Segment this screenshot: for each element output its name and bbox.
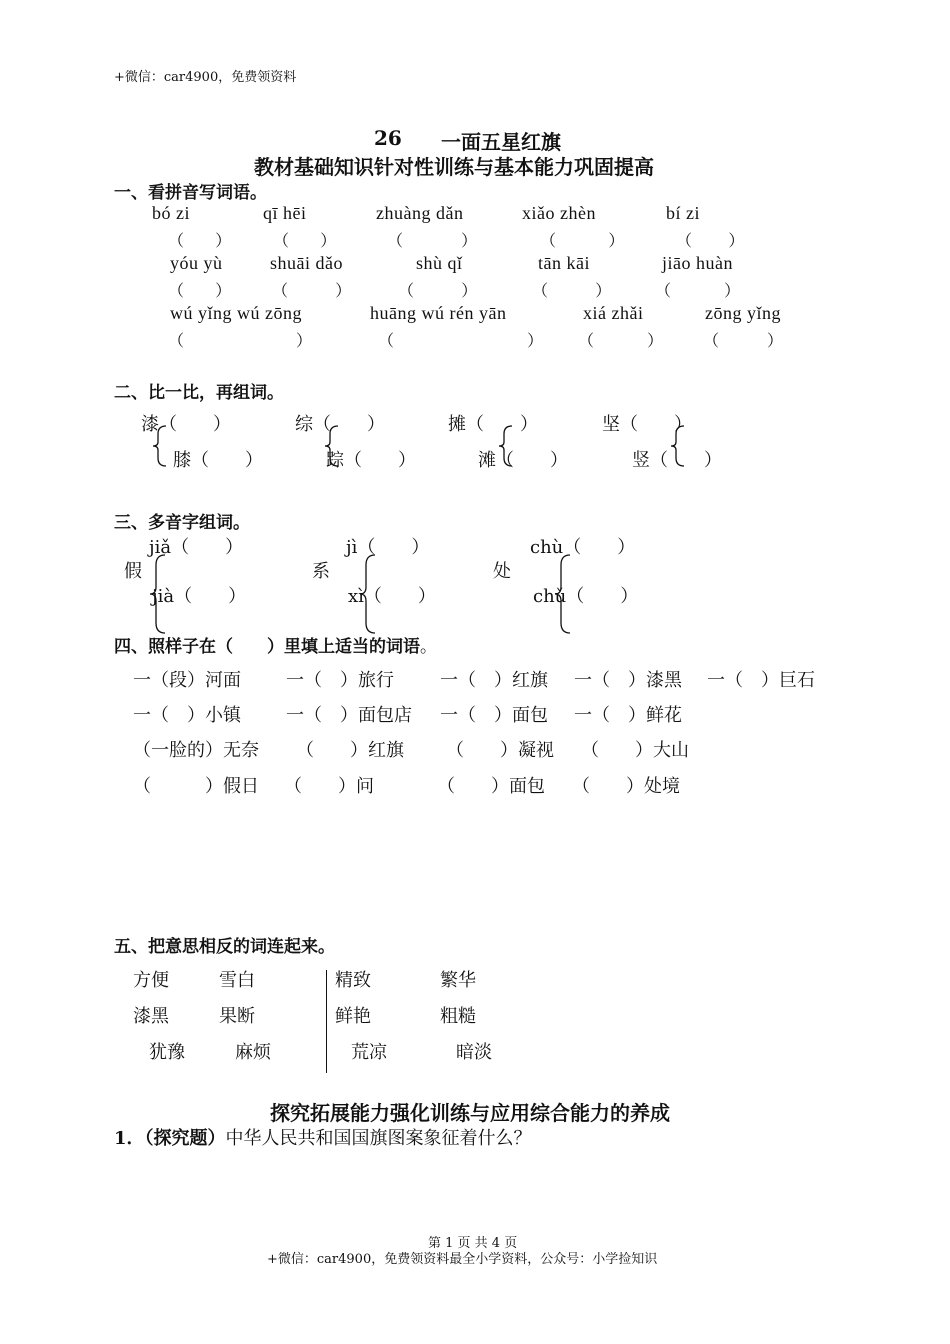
fill-item: （一脸的）无奈	[133, 740, 259, 761]
polyphone-char: 假	[124, 561, 142, 582]
polyphone-reading: chù（ ）	[530, 537, 636, 558]
fill-item: （ ）凝视	[446, 740, 554, 761]
column-divider	[326, 970, 327, 1073]
pinyin: wú yǐng wú zōng	[170, 303, 302, 323]
pinyin: zhuàng dǎn	[376, 203, 464, 223]
polyphone-reading: chǔ（ ）	[533, 586, 639, 607]
fill-item: 一（ ）鲜花	[574, 705, 682, 726]
pinyin: bó zi	[152, 203, 190, 223]
match-word[interactable]: 暗淡	[456, 1042, 492, 1063]
fill-item: 一（ ）红旗	[440, 670, 548, 691]
match-word[interactable]: 果断	[219, 1006, 255, 1027]
question-1: 1．（探究题）中华人民共和国国旗图案象征着什么？	[114, 1128, 532, 1149]
pinyin: xiá zhǎi	[583, 303, 644, 323]
answer-blank[interactable]: （ ）	[655, 281, 741, 300]
section2-heading: 二、比一比，再组词。	[114, 383, 284, 403]
fill-item: 一（ ）小镇	[133, 705, 241, 726]
match-word[interactable]: 犹豫	[149, 1042, 185, 1063]
answer-blank[interactable]: （ ）	[378, 331, 544, 350]
pinyin: qī hēi	[263, 203, 307, 223]
pinyin: bí zi	[666, 203, 700, 223]
section3-heading: 三、多音字组词。	[114, 513, 250, 533]
compare-char: 膝（ ）	[173, 450, 263, 471]
answer-blank[interactable]: （ ）	[387, 231, 478, 250]
match-word[interactable]: 精致	[335, 970, 371, 991]
answer-blank[interactable]: （ ）	[273, 231, 337, 250]
match-word[interactable]: 漆黑	[133, 1006, 169, 1027]
pinyin: jiāo huàn	[662, 253, 733, 273]
pinyin: xiǎo zhèn	[522, 203, 596, 223]
polyphone-reading: jià（ ）	[152, 586, 247, 607]
lesson-title: 一面五星红旗	[441, 130, 561, 154]
polyphone-char: 系	[312, 561, 330, 582]
compare-char: 踪（ ）	[326, 450, 416, 471]
match-word[interactable]: 雪白	[219, 970, 255, 991]
answer-blank[interactable]: （ ）	[532, 281, 612, 300]
pinyin: huāng wú rén yān	[370, 303, 507, 323]
fill-item: 一（ ）巨石	[707, 670, 815, 691]
answer-blank[interactable]: （ ）	[168, 231, 232, 250]
compare-char: 竖（ ）	[632, 450, 722, 471]
match-word[interactable]: 鲜艳	[335, 1006, 371, 1027]
fill-item: （ ）红旗	[296, 740, 404, 761]
answer-blank[interactable]: （ ）	[398, 281, 478, 300]
fill-item: （ ）面包	[437, 776, 545, 797]
answer-blank[interactable]: （ ）	[676, 231, 745, 250]
pinyin: yóu yù	[170, 253, 223, 273]
match-word[interactable]: 荒凉	[351, 1042, 387, 1063]
section1-heading: 一、看拼音写词语。	[114, 183, 267, 203]
compare-char: 综（ ）	[295, 414, 385, 435]
fill-item: （ ）问	[284, 776, 374, 797]
compare-char: 滩（ ）	[478, 450, 568, 471]
polyphone-reading: jì（ ）	[346, 537, 430, 558]
compare-char: 摊（ ）	[448, 414, 538, 435]
lesson-number: 26	[374, 126, 402, 150]
fill-item: 一（ ）面包	[440, 705, 548, 726]
section4-heading: 四、照样子在（ ）里填上适当的词语。	[114, 637, 437, 657]
pinyin: shù qǐ	[416, 253, 463, 273]
explore-heading: 探究拓展能力强化训练与应用综合能力的养成	[270, 1101, 670, 1125]
fill-item: 一（段）河面	[133, 670, 241, 691]
answer-blank[interactable]: （ ）	[703, 331, 784, 350]
fill-item: 一（ ）面包店	[286, 705, 412, 726]
polyphone-char: 处	[493, 561, 511, 582]
pinyin: shuāi dǎo	[270, 253, 343, 273]
match-word[interactable]: 粗糙	[440, 1006, 476, 1027]
page-subtitle: 教材基础知识针对性训练与基本能力巩固提高	[254, 155, 654, 179]
polyphone-reading: xì（ ）	[348, 586, 436, 607]
fill-item: （ ）处境	[572, 776, 680, 797]
header-note: +微信：car4900，免费领资料	[114, 70, 297, 85]
fill-item: 一（ ）旅行	[286, 670, 394, 691]
answer-blank[interactable]: （ ）	[168, 331, 313, 350]
fill-item: （ ）大山	[581, 740, 689, 761]
match-word[interactable]: 方便	[133, 970, 169, 991]
answer-blank[interactable]: （ ）	[540, 231, 625, 250]
pinyin: zōng yǐng	[705, 303, 781, 323]
brace-icon	[150, 424, 170, 468]
footer-note: +微信：car4900，免费领资料最全小学资料，公众号：小学捡知识	[267, 1252, 658, 1267]
answer-blank[interactable]: （ ）	[168, 281, 232, 300]
fill-item: （ ）假日	[133, 776, 259, 797]
match-word[interactable]: 麻烦	[235, 1042, 271, 1063]
page-number: 第 1 页 共 4 页	[428, 1236, 518, 1251]
section5-heading: 五、把意思相反的词连起来。	[114, 937, 335, 957]
answer-blank[interactable]: （ ）	[578, 331, 664, 350]
fill-item: 一（ ）漆黑	[574, 670, 682, 691]
compare-char: 漆（ ）	[141, 414, 231, 435]
compare-char: 坚（ ）	[602, 414, 692, 435]
pinyin: tān kāi	[538, 253, 590, 273]
polyphone-reading: jiǎ（ ）	[149, 537, 244, 558]
match-word[interactable]: 繁华	[440, 970, 476, 991]
answer-blank[interactable]: （ ）	[272, 281, 352, 300]
